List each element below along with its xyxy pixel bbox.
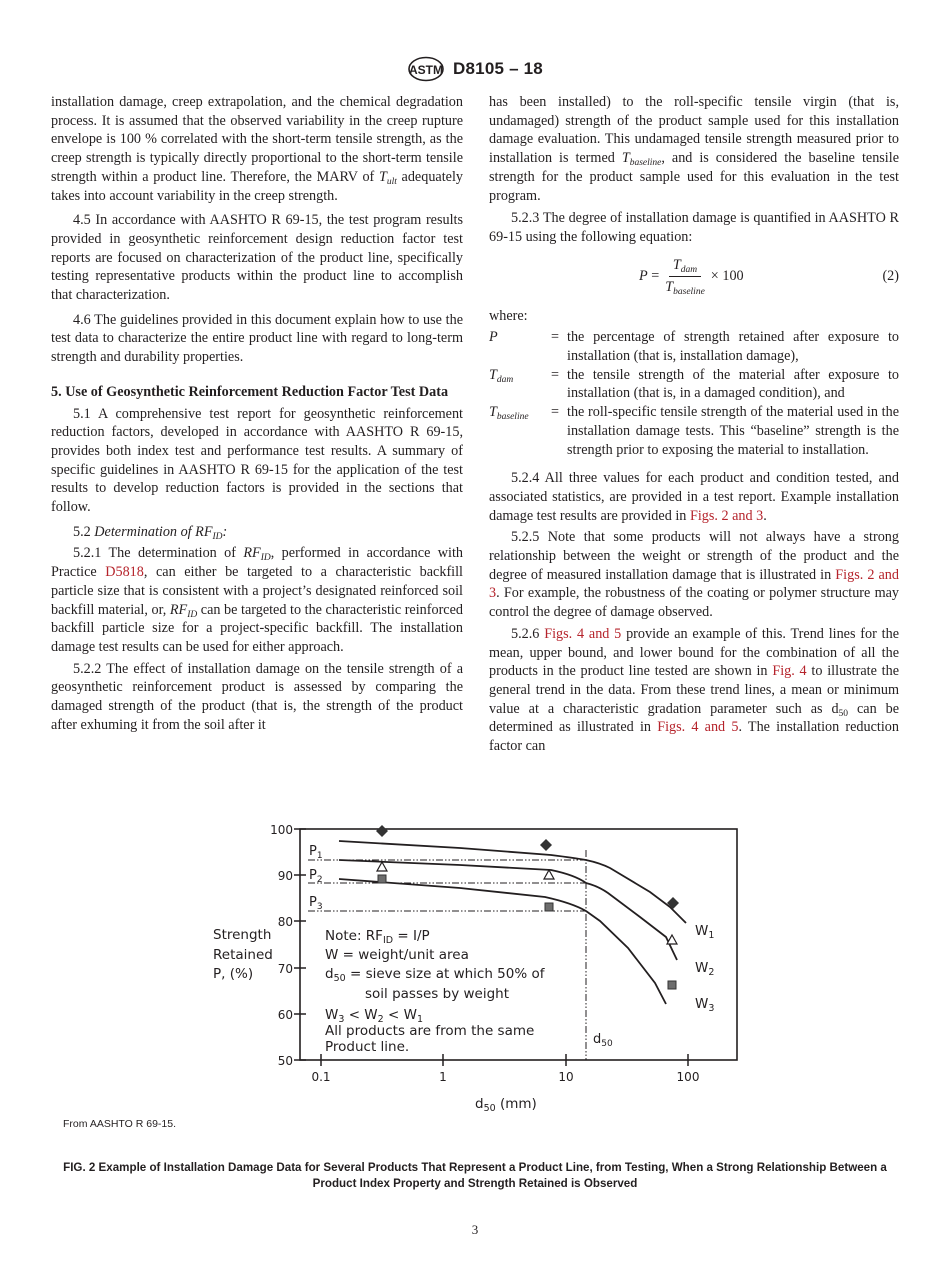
page-number: 3 xyxy=(471,1222,479,1237)
square-icon xyxy=(378,875,386,883)
svg-text:P1: $P_1$ xyxy=(309,844,323,861)
svg-text:W3: $W_3$ xyxy=(695,996,715,1014)
svg-text:d50 = sieve size at which 50%: $d_{50}$ = sieve size at which 50% of xyxy=(325,966,545,984)
svg-text:W2: $W_2$ xyxy=(695,960,715,978)
equation-number: (2) xyxy=(882,268,899,285)
y-axis-labels xyxy=(270,823,293,1068)
paragraph-5-2-1: 5.2.1 The determination of $RF_{ID}$, performed in accordance with Practice D5818, can either be targeted to a characteristic backfill particle size that is consistent with a project’s designated reinforced soil backfill material, or, $RF_{ID}$ can be targeted to the characteristic reinforced backfill particle size for a project-specific backfill. The installation damage test results can be used for either approach. xyxy=(51,545,463,655)
svg-text:W3 < W2 < W1: $W_3 < W_2 < W_1$ xyxy=(325,1007,423,1025)
triangle-icon xyxy=(544,870,554,879)
y-axis-title xyxy=(213,927,273,982)
where-label: where: xyxy=(489,307,528,324)
svg-text:70: 70 xyxy=(277,962,293,976)
figure-2-chart xyxy=(200,815,760,1115)
square-icon xyxy=(545,903,553,911)
svg-text:W1: $W_1$ xyxy=(695,923,715,941)
svg-text:100: 100 xyxy=(676,1070,700,1084)
figure-caption: FIG. 2 Example of Installation Damage Data for Several Products That Represent a Product Line, from Testing, When a Strong Relationship Between a Product Index Property and Strength Retained is Observed xyxy=(63,1161,887,1190)
document-id: D8105 – 18 xyxy=(453,59,543,78)
link-figs-2-3-b[interactable]: Figs. 2 and 3 xyxy=(489,566,899,602)
markers-w1 xyxy=(376,825,679,909)
right-column xyxy=(489,93,899,759)
svg-text:Strength: Strength xyxy=(213,927,272,943)
svg-text:P, (%): P, (%) xyxy=(213,966,254,982)
svg-text:W = weight/unit area: W = weight/unit area xyxy=(325,947,469,963)
astm-logo-icon xyxy=(407,56,445,82)
page-header xyxy=(0,56,950,82)
svg-text:Product line.: Product line. xyxy=(325,1039,410,1055)
svg-text:ASTM: ASTM xyxy=(409,63,444,77)
svg-text:80: 80 xyxy=(277,915,293,929)
link-figs-4-5-b[interactable]: Figs. 4 and 5 xyxy=(657,719,739,736)
svg-text:60: 60 xyxy=(277,1008,293,1022)
svg-text:50: 50 xyxy=(277,1054,293,1068)
paragraph-5-2-6: 5.2.6 Figs. 4 and 5 provide an example of this. Trend lines for the mean, upper bound, and lower bound for the combination of all the products in the product line tested are shown in Fig. 4 to illustrate the general trend in the data. From these trend lines, a mean or minimum value at a characteristic gradation parameter such as $d_{50}$ can be determined as illustrated in Figs. 4 and 5. The installation reduction factor can xyxy=(489,625,899,755)
svg-text:0.1: 0.1 xyxy=(311,1070,331,1084)
svg-text:soil passes by weight: soil passes by weight xyxy=(365,986,509,1002)
svg-text:P2: $P_2$ xyxy=(309,868,323,885)
paragraph-5-2-2: 5.2.2 The effect of installation damage on the tensile strength of a geosynthetic reinforcement product is assessed by comparing the damaged strength of the product (that is, the strength of the product after exhuming it from the soil after it xyxy=(51,660,463,733)
paragraph-5-2-4: 5.2.4 All three values for each product and condition tested, and associated statistics, are provided in a test report. Example installation damage test results are provided in Figs. 2 and 3. xyxy=(489,470,899,524)
definition-t-dam: the tensile strength of the material after exposure to installation (that is, in a damaged condition), and xyxy=(567,366,899,402)
equation-2: P = $\frac{T_{dam}}{T_{baseline}}$ × 100 (2) xyxy=(639,257,899,298)
definition-t-baseline: the roll-specific tensile strength of the material used in the installation damage tests. This “baseline” strength is the strength prior to exposing the material to installation. xyxy=(567,404,899,458)
paragraph-5-2-heading: 5.2 Determination of $RF_{ID}$: xyxy=(73,523,228,542)
square-icon xyxy=(668,981,676,989)
link-d5818[interactable]: D5818 xyxy=(105,564,144,581)
figure-source: From AASHTO R 69-15. xyxy=(63,1118,177,1130)
svg-text:90: 90 xyxy=(277,869,293,883)
link-figs-4-5[interactable]: Figs. 4 and 5 xyxy=(544,625,622,642)
triangle-icon xyxy=(377,862,387,871)
paragraph-continued-right: has been installed) to the roll-specific tensile virgin (that is, undamaged) strength of the product sample used for this installation damage evaluation. This undamaged tensile strength measured prior to installation is termed $T_{baseline}$, and is considered the baseline tensile strength for the product sample used for this evaluation in the test program. xyxy=(489,94,899,204)
equation-fraction: $\frac{T_{dam}}{T_{baseline}}$ xyxy=(665,257,705,298)
paragraph-4-6: 4.6 The guidelines provided in this document explain how to use the test data to characterize the entire product line with regard to long-term strength and durability properties. xyxy=(51,311,463,366)
svg-text:Retained: Retained xyxy=(213,947,273,963)
left-column xyxy=(51,93,463,738)
svg-text:Note: RFID = I/P: Note: $RF_{ID} = I/P$ xyxy=(325,928,430,946)
diamond-icon xyxy=(540,839,552,851)
paragraph-4-5: 4.5 In accordance with AASHTO R 69-15, the test program results provided in geosynthetic reinforcement design reduction factor test reports are focused on characterization of the product line, specifically testing representative products within the product line to accomplish that characterization. xyxy=(51,212,463,304)
paragraph-5-1: 5.1 A comprehensive test report for geosynthetic reinforcement reduction factors, developed in accordance with AASHTO R 69-15, provides both index test and performance test results. A summary of specific guidelines in AASHTO R 69-15 for the application of the test results to develop reduction factors is provided in the sections that follow. xyxy=(51,405,463,516)
triangle-icon xyxy=(667,935,677,944)
chart-notes xyxy=(325,928,546,1055)
link-fig-4[interactable]: Fig. 4 xyxy=(772,663,807,680)
section-5-heading: 5. Use of Geosynthetic Reinforcement Reduction Factor Test Data xyxy=(51,383,449,400)
x-axis-title: $d_{50}$ (mm) xyxy=(475,1096,537,1114)
variable-definitions: P = the percentage of strength retained after exposure to installation (that is, installation damage), $T_{dam}$ = the tensile strength of the material after exposure to installation (that is, in a damaged condition), and $T_{baseline}$ = the roll-specific tensile strength of the material used in the installation damage tests. This “baseline” strength is the strength prior to exposing the material to installation. xyxy=(489,329,899,458)
svg-text:P3: $P_3$ xyxy=(309,895,323,912)
series-labels xyxy=(695,923,714,1014)
svg-text:100: 100 xyxy=(270,823,293,837)
diamond-icon xyxy=(376,825,388,837)
svg-text:All products are from the same: All products are from the same xyxy=(325,1023,535,1039)
paragraph-continued: installation damage, creep extrapolation, and the chemical degradation process. It is assumed that the observed variability in the creep rupture envelope is 100 % correlated with the short-term tensile strength, as the creep strength is typically directly proportional to the short-term tensile strength within a product line. Therefore, the MARV of $T_{ult}$ adequately takes into account variability in the creep strength. xyxy=(51,94,463,204)
link-figs-2-3[interactable]: Figs. 2 and 3 xyxy=(689,507,764,524)
definition-p: the percentage of strength retained after exposure to installation (that is, installation damage), xyxy=(567,329,899,365)
paragraph-5-2-3: 5.2.3 The degree of installation damage is quantified in AASHTO R 69-15 using the following equation: xyxy=(489,210,899,245)
svg-text:d50: $d_{50}$ xyxy=(593,1032,613,1049)
paragraph-5-2-5: 5.2.5 Note that some products will not always have a strong relationship between the weight or strength of the product and the degree of measured installation damage that is illustrated in Figs. 2 and 3. For example, the robustness of the coating or polymer structure may control the degree of damage observed. xyxy=(489,529,899,621)
svg-text:10: 10 xyxy=(558,1070,574,1084)
x-axis-labels xyxy=(311,1070,699,1084)
svg-text:1: 1 xyxy=(439,1070,447,1084)
